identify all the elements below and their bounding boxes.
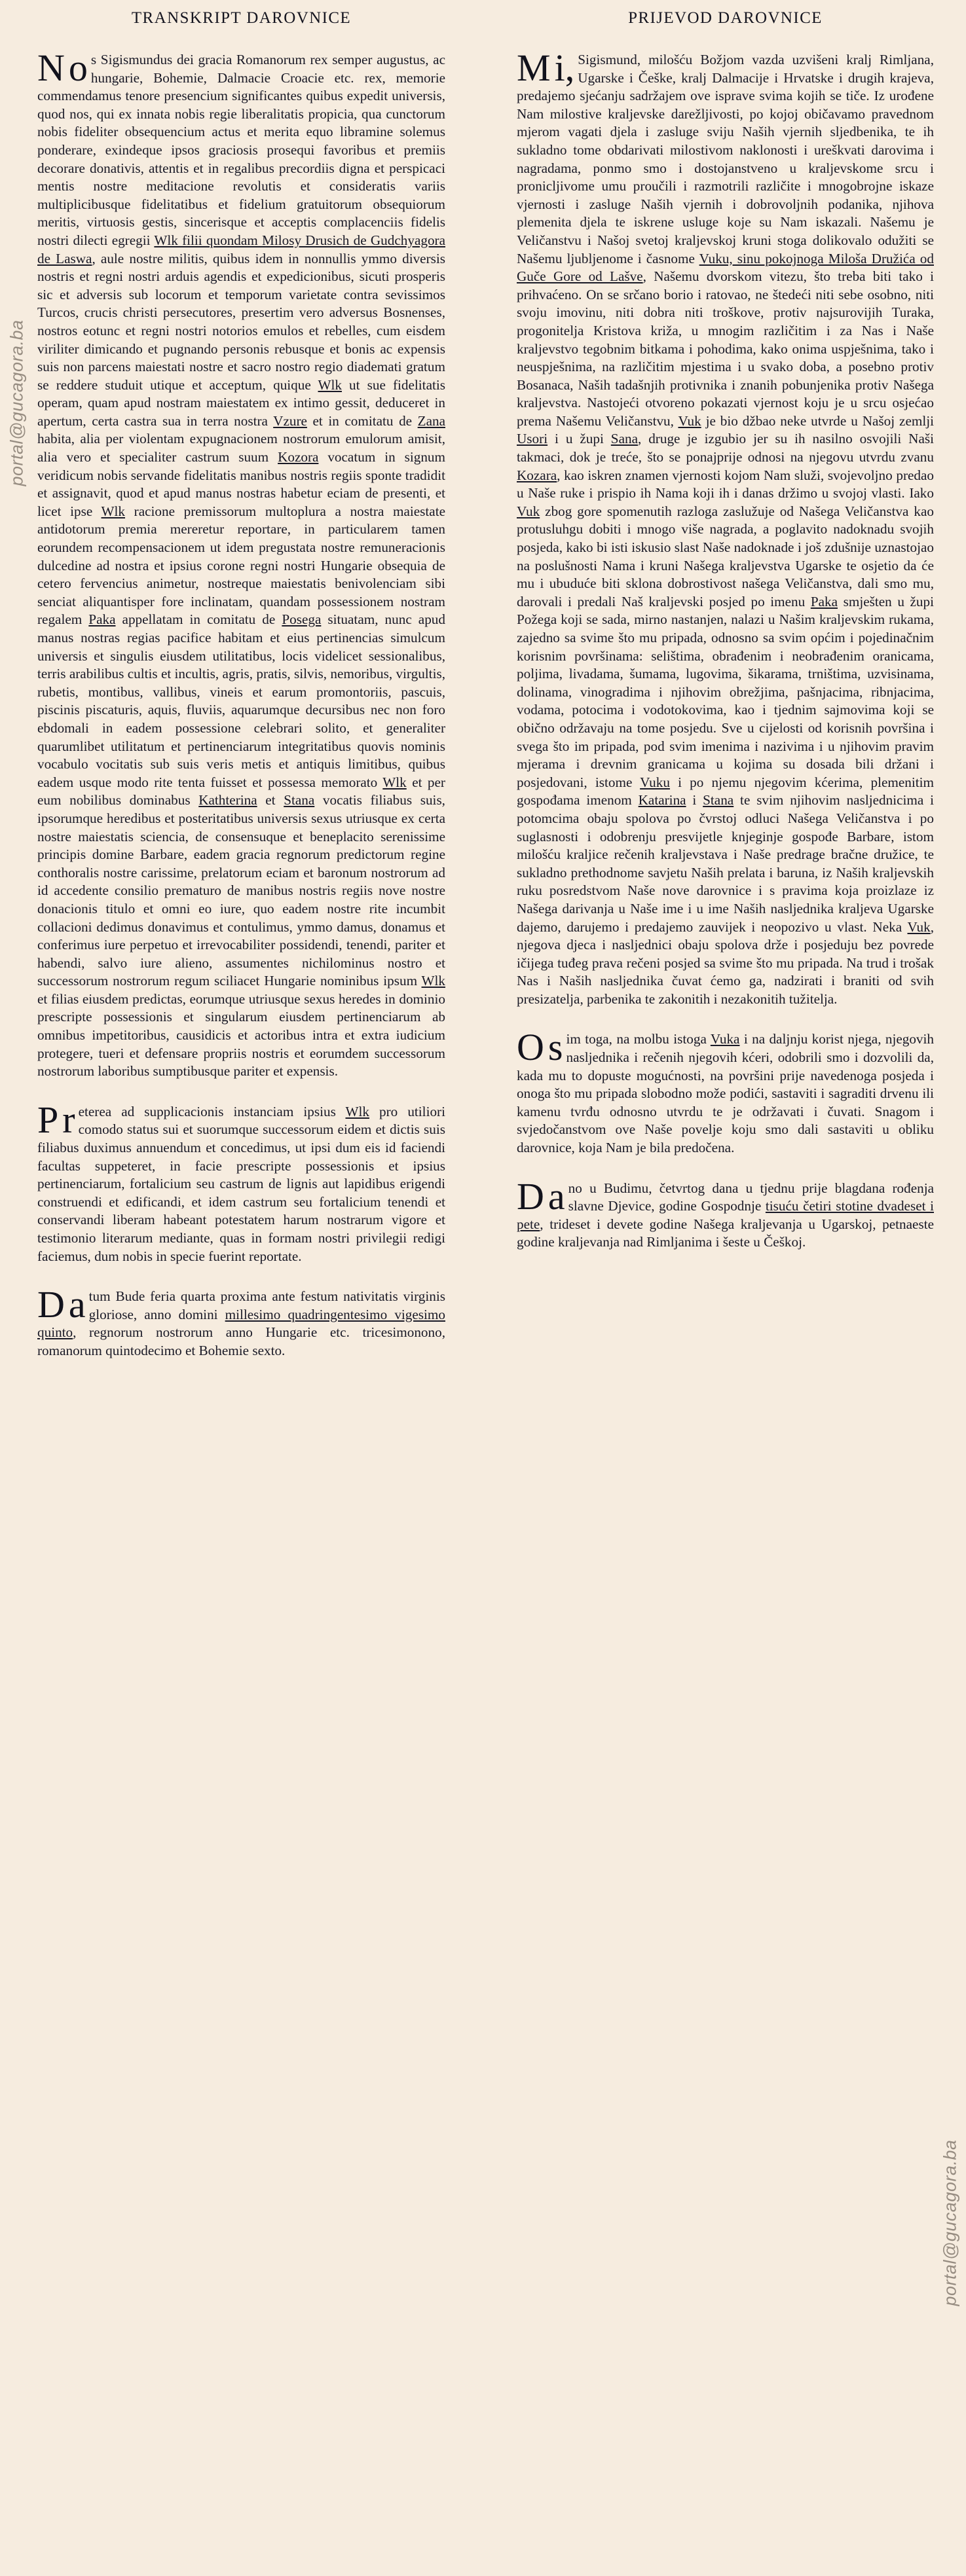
translation-paragraph-3: Dano u Budimu, četvrtog dana u tjednu prije blagdana rođenja slavne Djevice, godine Gospodnje tisuću četiri stotine dvadeset i pete, trideset i devete godine Našega kraljevanja u Ugarskoj, petnaeste godine kraljevanja nad Rimljanima i šeste u Češkoj.: [517, 1174, 934, 1250]
underlined-proper-name: Posega: [282, 611, 322, 628]
underlined-proper-name: Kozara: [517, 467, 557, 483]
underlined-proper-name: Katarina: [638, 792, 686, 808]
underlined-proper-name: Stana: [703, 792, 734, 808]
drop-cap: M: [517, 46, 551, 89]
translation-heading: PRIJEVOD DAROVNICE: [628, 9, 823, 27]
underlined-proper-name: Vuk: [678, 412, 701, 429]
underlined-proper-name: Kozora: [278, 449, 319, 465]
underlined-proper-name: Kathterina: [198, 792, 257, 808]
translation-paragraph-2: Osim toga, na molbu istoga Vuka i na daljnju korist njega, njegovih nasljednika i rečenih njegovih kćeri, odobrili smo i dozvolili da, kada mu to dopuste mogućnosti, na površini prije navedenoga posjeda i onoga što mu pripada slobodno može podići, sastaviti i sagraditi drvenu ili kamenu tvrđu odnosno utvrdu te je održavati i čuvati. Snagom i svjedočanstvom ove Naše povelje koju smo dali sastaviti u obliku darovnice, koja Nam je bila predočena.: [517, 1026, 935, 1156]
transcript-paragraph-3: Datum Bude feria quarta proxima ante festum nativitatis virginis gloriose, anno domini millesimo quadringentesimo vigesimo quinto, regnorum nostrorum anno Hungarie etc. tricesimonono, romanorum quintodecimo et Bohemie sexto.: [37, 1283, 445, 1358]
drop-cap: D: [517, 1174, 544, 1218]
underlined-proper-name: Wlk: [318, 376, 342, 393]
underlined-proper-name: tisuću četiri stotine dvadeset i pete: [517, 1198, 934, 1232]
drop-cap: P: [37, 1098, 59, 1141]
underlined-proper-name: Vzure: [273, 412, 307, 429]
underlined-proper-name: Wlk: [421, 973, 445, 989]
underlined-proper-name: Wlk: [382, 774, 407, 790]
underlined-proper-name: Wlk: [345, 1103, 369, 1119]
underlined-proper-name: Stana: [284, 792, 315, 808]
underlined-proper-name: Sana: [610, 431, 638, 447]
underlined-proper-name: Vuku, sinu pokojnoga Miloša Družića od Guče Gore od Lašve: [517, 250, 934, 285]
transcript-heading: TRANSKRIPT DAROVNICE: [131, 9, 352, 27]
column-translation: [483, 0, 965, 1360]
underlined-proper-name: Vuk: [907, 918, 931, 935]
transcript-paragraph-2: Preterea ad supplicacionis instanciam ipsius Wlk pro utiliori comodo status sui et suorumque successorum eidem et dictis suis filiabus duximus annuendum et concedimus, ut ipsi dum eis id faciendi facultas suppeteret, in facie prescripte possessionis et ipsius pertinenciarum, fortalicium seu castrum de lignis aut lapidibus erigendi construendi et edificandi, et idem castrum seu fortalicium tenendi et conservandi liberam habeant potestatem harum nostrarum vigore et testimonio literarum mediante, quas in formam nostri privilegii redigi faciemus, dum nobis in specie fuerint reportate.: [37, 1098, 445, 1264]
drop-cap: D: [37, 1283, 65, 1326]
underlined-proper-name: Paka: [810, 593, 838, 609]
underlined-proper-name: Vuku: [640, 774, 670, 790]
watermark-left: portal@gucagora.ba: [7, 319, 27, 486]
underlined-proper-name: Wlk: [101, 503, 125, 519]
underlined-proper-name: Vuk: [517, 503, 540, 519]
drop-cap: N: [37, 46, 65, 89]
underlined-proper-name: Paka: [88, 611, 116, 628]
column-transcript: [0, 0, 483, 1360]
underlined-proper-name: Vuka: [710, 1031, 740, 1047]
translation-paragraph-1: Mi, Sigismund, milošću Božjom vazda uzvišeni kralj Rimljana, Ugarske i Češke, kralj Dalmacije i Hrvatske i drugih krajeva, predajemo sjećanju sadržajem ove isprave svima kojih se tiče. Iz urođene Nam milostive kraljevske darežljivosti, po kojoj običavamo pravednom mjerom vagati djela i zasluge sviju Naših vjernih sljedbenika, te ih sukladno tome obdarivati milostivom naklonosti i ureškvati darovima i nagradama, ponmo smo i dostojanstveno u kraljevskome srcu i pronicljivome umu proučili i razmotrili različite i mnogobrojne iskaze vjernosti i zasluge Naših vjernih i dobrovoljnih podanika, njihova plemenita djela te iskrene usluge koje su Nam iskazali. Našemu je Veličanstvu i Našoj svetoj kraljevskoj kruni stoga dolikovalo odužiti se Našemu ljubljenome i časnome Vuku, sinu pokojnoga Miloša Družića od Guče Gore od Lašve, Našemu dvorskom vitezu, što treba biti tako i prihvaćeno. On se srčano borio i ratovao, ne štedeći niti sebe osobno, niti svoju imovinu, niti dobra niti troškove, protiv najsurovijih Turaka, progonitelja Kristova križa, u mnogim različitim i za Nas i Naše kraljevstvo tegobnim bitkama i pohodima, kako onima uspješnima, tako i neuspješnima, na različitim mjestima i u svako doba, a posebno protiv Bosanaca, Naših tadašnjih protivnika i znanih pobunjenika protiv Našega kraljevstva. Nastojeći otvoreno pokazati vjernost koju je u srcu osjećao prema Našemu Veličanstvu, Vuk je bio džbao neke utvrde u Našoj zemlji Usori i u župi Sana, druge je izgubio jer su ih nasilno osvojili Naši takmaci, dok je treće, što se ponajprije odnosi na njegovu utvrdu zvanu Kozara, kao iskren znamen vjernosti kojom Nam služi, svojevoljno predao u Naše ruke i prispio ih Nama koji ih i danas držimo u svojoj vlasti. Iako Vuk zbog gore spomenutih razloga zaslužuje od Našega Veličanstva kao protusluhgu dobiti i mnogo više nagrada, a poglavito nadoknadu svojih posjeda, kako bi isti iskusio slast Naše nadoknade i još zdušnije uznastojao na poslušnosti Nama i kruni Našega kraljevstva Ugarske te osjetio da će mu i ubuduće biti sklona dobrostivost našega Veličanstva, dali smo mu, darovali i predali Naš kraljevski posjed po imenu Paka smješten u župi Požega koji se sada, mirno nastanjen, nalazi u Našim kraljevskim rukama, zajedno sa svime što mu pripada, odnosno sa svim općim i pojedinačnim korisnim površinama: selištima, obrađenim i neobrađenim oranicama, poljima, livadama, šumama, lugovima, šikarama, trništima, uzvisinama, dolinama, vinogradima i njihovim obrežjima, pašnjacima, ribnjacima, vodama, potocima i vodotokovima, kao i tjednim sajmovima koji se obično održavaju na tome posjedu. Sve u cijelosti od korisnih površina i svega što im pripada, pod svim imenima i nazivima i u njihovim pravim mjerama i drevnim granicama u kojima su dosada bili držani i posjedovani, istome Vuku i po njemu njegovim kćerima, plemenitim gospođama imenom Katarina i Stana te svim njihovim nasljednicima i potomcima obaju spolova po čvrstoj odluci Našega Veličanstva i po suglasnosti i odobrenju presvijetle knjeginje gospođe Barbare, istom milošću kraljice rečenih kraljevstava i Naše predrage bračne družice, te sukladno prethodnome savjetu Naših prelata i baruna, iz Naših kraljevskih ruku posredstvom Naše nove darovnice i s pravima koja proizlaze iz Našega darivanja u Naše ime i u ime Naših nasljednika kraljeva Ugarske dajemo, darujemo i predajemo zauvijek i neopozivo u vlast. Neka Vuk, njegova djeca i nasljednici obaju spolova drže i posjeduju bez povrede ičijega tuđeg prava rečeni posjed sa svime što mu pripada. Na trud i trošak Nas i Naših nasljednika čuvat ćemo ga, nadzirati i braniti od svih presizatelja, parbenika te zakonitih i nezakonitih tužitelja.: [517, 46, 935, 1007]
underlined-proper-name: Wlk filii quondam Milosy Drusich de Gudchyagora de Laswa: [37, 232, 445, 266]
underlined-proper-name: Zana: [417, 412, 445, 429]
watermark-right: portal@gucagora.ba: [940, 2139, 960, 2306]
underlined-proper-name: Usori: [517, 431, 548, 447]
underlined-proper-name: millesimo quadringentesimo vigesimo quinto: [37, 1306, 445, 1341]
transcript-paragraph-1: Nos Sigismundus dei gracia Romanorum rex semper augustus, ac hungarie, Bohemie, Dalmacie Croacie etc. rex, memorie commendamus tenore presencium significantes quibus expedit universis, quod nos, qui ex innata nobis regie liberalitatis propicia, qua cunctorum nobis fideliter obsequencium actus et merita equo libramine solemus ponderare, exindeque ipsos graciosis prosequi favoribus et premiis decorare donativis, attentis et in regalibus precordiis digna et perspicaci mentis nostre meditacione revolutis et consideratis variis multiplicibusque fidelitatibus et fidelium gratuitorum obsequiorum meritis, virtuosis gestis, sincerisque et acceptis complacenciis fidelis nostri dilecti egregii Wlk filii quondam Milosy Drusich de Gudchyagora de Laswa, aule nostre militis, quibus idem in nonnullis ymmo diversis nostris et regni nostri arduis agendis et expedicionibus, sicuti prosperis sic et adversis sub locorum et temporum varietate contra sevissimos Turcos, crucis christi persecutores, presertim vero adversus Bosnenses, nostros eotunc et regni nostri notorios emulos et rebelles, cum eisdem viriliter dimicando et pugnando personis rebusque et bonis ac expensis suis non parcens maiestati nostre et sacro nostro regio diademati gratum se reddere studuit utique et acceptum, quique Wlk ut sue fidelitatis operam, quam apud nostram maiestatem ex intimo gessit, deduceret in apertum, certa castra sua in terra nostra Vzure et in comitatu de Zana habita, alia per violentam expugnacionem nostrorum emulorum amisit, alia vero et specialiter castrum suum Kozora vocatum in signum veridicum nobis servande fidelitatis manibus nostris regiis sponte tradidit et assignavit, quod et apud manus nostras habetur eciam de presenti, et licet ipse Wlk racione premissorum multoplura a nostra maiestate antidotorum premia mereretur reportare, in particularem tamen eorundem recompensacionem ut idem pregustata nostre remuneracionis dulcedine ad nostra et ipsius corone regni nostri Hungarie obsequia de cetero fervencius animetur, nostreque maiestatis benivolenciam sibi senciat aliquantisper fore inclinatam, quandam possessionem nostram regalem Paka appellatam in comitatu de Posega situatam, nunc apud manus nostras regias pacifice habitam et eius pertinencias simulcum universis et singulis eiusdem utilitatibus, locis videlicet sessionalibus, terris arabilibus cultis et incultis, agris, pratis, silvis, nemoribus, virgultis, rubetis, montibus, vallibus, vineis et earum promontoriis, pascuis, piscinis piscaturis, aquis, fluviis, aquarumque decursibus nec non foro ebdomali in eadem possessione celebrari solito, et generaliter quarumlibet utilitatum et pertinenciarum integritatibus quovis nominis vocabulo vocitatis sub suis veris metis et antiquis limitibus, quibus eadem usque modo rite tenta fuisset et possessa memorato Wlk et per eum nobilibus dominabus Kathterina et Stana vocatis filiabus suis, ipsorumque heredibus et posteritatibus universis sexus utriusque ex certa nostre maiestatis sciencia, de consensuque et beneplacito serenissime principis domine Barbare, eadem gracia regnorum predictorum regine conthoralis nostre carissime, prelatorum eciam et baronum nostrorum ad id accedente consilio prematuro de manibus nostris regiis nove nostre donacionis titulo et omni eo iure, quo eadem nostre rite incumbit collacioni dedimus donavimus et contulimus, ymmo damus, donamus et conferimus iure perpetuo et irrevocabiliter possidendi, tenendi, pariter et habendi, salvo iure alieno, assumentes nichilominus nostro et successorum nostrorum regum sciliacet Hungarie nominibus ipsum Wlk et filias eiusdem predictas, eorumque utriusque sexus heredes in dominio prescripte possessionis et singularum eiusdem pertinenciarum ab omnibus impetitoribus, causidicis et actoribus intra et extra iudicium protegere, tueri et defensare propriis nostris et eorumdem successorum nostrorum laboribus sumptibusque pariter et expensis.: [37, 46, 446, 1079]
drop-cap: O: [517, 1026, 544, 1069]
